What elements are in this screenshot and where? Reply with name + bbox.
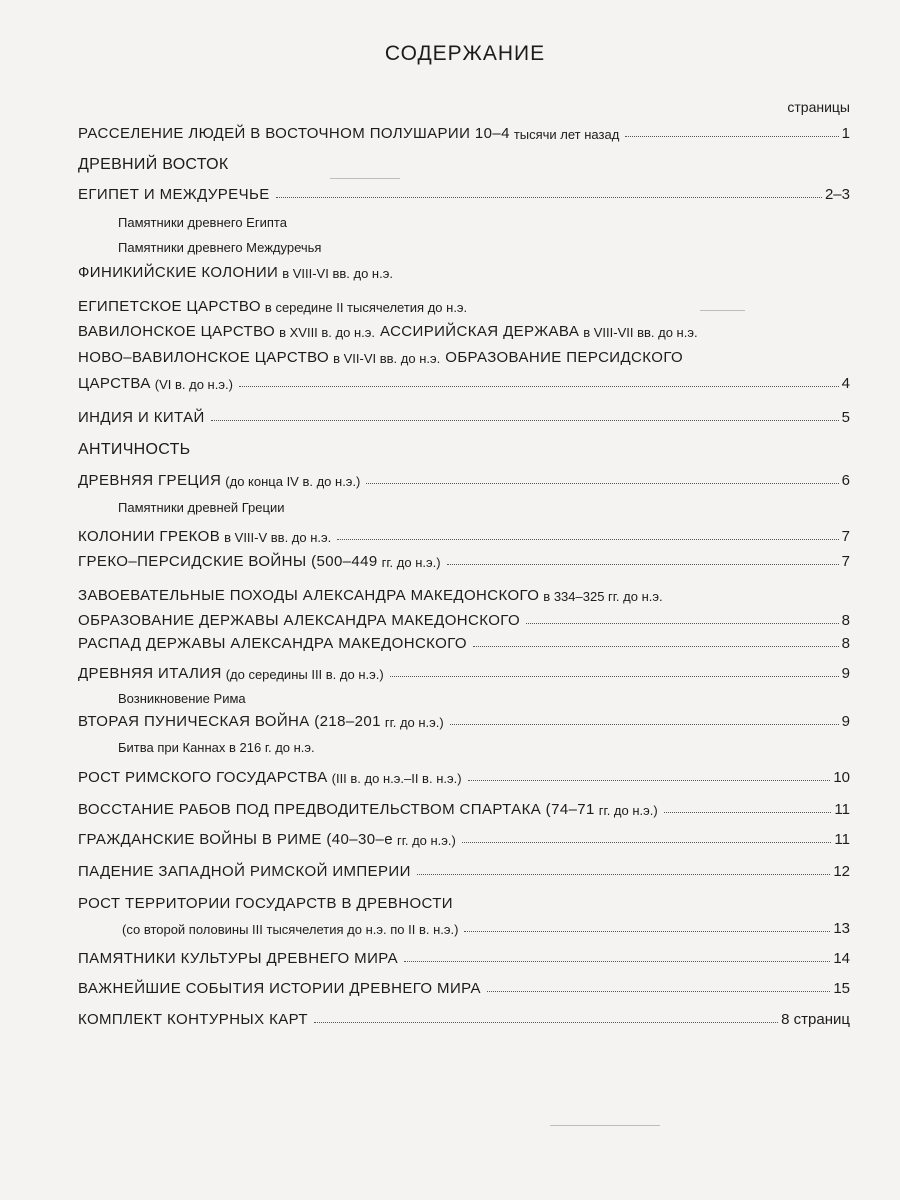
entry-title: ЦАРСТВА (78, 375, 151, 392)
toc-entry (78, 259, 850, 281)
toc-entry (78, 826, 850, 848)
entry-subitem: Памятники древнего Междуречья (118, 240, 322, 255)
toc-entry (78, 890, 850, 912)
toc-entry (118, 684, 850, 706)
page-number: 8 (841, 635, 850, 652)
entry-detail: в XVIII в. до н.э. (279, 325, 375, 340)
toc-entry (78, 293, 850, 315)
section-heading: ДРЕВНИЙ ВОСТОК (78, 156, 229, 173)
toc-entry (78, 548, 850, 570)
dot-leader (625, 136, 838, 137)
page-number: 6 (841, 472, 850, 489)
entry-detail: (VI в. до н.э.) (154, 377, 233, 392)
dot-leader (447, 564, 839, 565)
entry-title: РОСТ РИМСКОГО ГОСУДАРСТВА (78, 769, 328, 786)
entry-title: ЕГИПЕТ И МЕЖДУРЕЧЬЕ (78, 186, 270, 203)
toc-entry (118, 915, 850, 937)
dot-leader (404, 961, 830, 962)
dot-leader (314, 1022, 778, 1023)
toc-section-heading (78, 437, 850, 459)
entry-detail: гг. до н.э.) (381, 555, 441, 570)
entry-detail: в середине II тысячелетия до н.э. (264, 300, 468, 315)
page-number: 13 (833, 920, 850, 937)
toc-entry (78, 1006, 850, 1028)
toc-entry (78, 181, 850, 203)
page-number: 5 (841, 409, 850, 426)
entry-detail: тысячи лет назад (513, 127, 620, 142)
toc-entry (78, 120, 850, 142)
entry-title: ИНДИЯ И КИТАЙ (78, 409, 205, 426)
entry-title-2: АССИРИЙСКАЯ ДЕРЖАВА (380, 323, 580, 340)
entry-subitem: (со второй половины III тысячелетия до н.э. по II в. н.э.) (122, 922, 459, 937)
entry-detail: гг. до н.э.) (598, 803, 658, 818)
entry-title: КОМПЛЕКТ КОНТУРНЫХ КАРТ (78, 1011, 308, 1028)
entry-title: ЗАВОЕВАТЕЛЬНЫЕ ПОХОДЫ АЛЕКСАНДРА МАКЕДОНСКОГО (78, 587, 540, 604)
toc-entry (78, 945, 850, 967)
dot-leader (390, 676, 839, 677)
page-number: 12 (833, 863, 850, 880)
toc-entry (78, 370, 850, 392)
page-number: 8 (841, 612, 850, 629)
entry-title: РАСПАД ДЕРЖАВЫ АЛЕКСАНДРА МАКЕДОНСКОГО (78, 635, 467, 652)
toc-entry (78, 523, 850, 545)
entry-detail: в 334–325 гг. до н.э. (543, 589, 663, 604)
page-number: 11 (834, 801, 850, 818)
toc-entry (118, 493, 850, 515)
dot-leader (468, 780, 831, 781)
toc-entry (118, 733, 850, 755)
toc-entry (78, 630, 850, 652)
toc-entry (118, 233, 850, 255)
dot-leader (211, 420, 839, 421)
toc-entry (78, 764, 850, 786)
entry-title: ВОССТАНИЕ РАБОВ ПОД ПРЕДВОДИТЕЛЬСТВОМ СПАРТАКА (74–71 (78, 801, 595, 818)
dot-leader (239, 386, 839, 387)
entry-subitem: Памятники древнего Египта (118, 215, 287, 230)
entry-title: РОСТ ТЕРРИТОРИИ ГОСУДАРСТВ В ДРЕВНОСТИ (78, 895, 453, 912)
page-number: 9 (841, 665, 850, 682)
decorative-smudge (330, 178, 400, 179)
entry-detail: гг. до н.э.) (384, 715, 444, 730)
page-number: 7 (841, 528, 850, 545)
page-number: 4 (841, 375, 850, 392)
page-title: СОДЕРЖАНИЕ (384, 42, 546, 65)
page-number: 2–3 (824, 186, 850, 203)
toc-section-heading (78, 152, 850, 174)
entry-detail: в VII-VI вв. до н.э. (333, 351, 441, 366)
dot-leader (664, 812, 832, 813)
toc-entry (78, 404, 850, 426)
dot-leader (276, 197, 822, 198)
toc-entry (78, 975, 850, 997)
entry-detail: в VIII-VI вв. до н.э. (282, 266, 393, 281)
entry-title-2: ОБРАЗОВАНИЕ ПЕРСИДСКОГО (445, 349, 684, 366)
entry-title: ЕГИПЕТСКОЕ ЦАРСТВО (78, 298, 261, 315)
entry-title: ГРАЖДАНСКИЕ ВОЙНЫ В РИМЕ (40–30–е (78, 831, 393, 848)
entry-title: ГРЕКО–ПЕРСИДСКИЕ ВОЙНЫ (500–449 (78, 553, 378, 570)
toc-entry (78, 467, 850, 489)
entry-title: ДРЕВНЯЯ ИТАЛИЯ (78, 665, 222, 682)
entry-title: ОБРАЗОВАНИЕ ДЕРЖАВЫ АЛЕКСАНДРА МАКЕДОНСКОГО (78, 612, 521, 629)
dot-leader (417, 874, 831, 875)
page-number: 14 (833, 950, 850, 967)
dot-leader (337, 539, 838, 540)
toc-entry (78, 582, 850, 604)
toc-entry (78, 660, 850, 682)
entry-title: ДРЕВНЯЯ ГРЕЦИЯ (78, 472, 222, 489)
dot-leader (450, 724, 839, 725)
entry-detail: гг. до н.э.) (396, 833, 456, 848)
pages-column-label: страницы (787, 99, 850, 115)
page-number: 8 страниц (781, 1011, 850, 1028)
toc-entry (78, 607, 850, 629)
page-number: 10 (833, 769, 850, 786)
dot-leader (366, 483, 838, 484)
entry-title: ВТОРАЯ ПУНИЧЕСКАЯ ВОЙНА (218–201 (78, 713, 381, 730)
entry-detail: (до середины III в. до н.э.) (225, 667, 384, 682)
entry-title: ВАЖНЕЙШИЕ СОБЫТИЯ ИСТОРИИ ДРЕВНЕГО МИРА (78, 980, 481, 997)
entry-title: ВАВИЛОНСКОЕ ЦАРСТВО (78, 323, 276, 340)
entry-subitem: Битва при Каннах в 216 г. до н.э. (118, 740, 315, 755)
toc-entry (118, 208, 850, 230)
page-number: 1 (841, 125, 850, 142)
section-heading: АНТИЧНОСТЬ (78, 441, 191, 458)
entry-detail: (до конца IV в. до н.э.) (225, 474, 361, 489)
page-number: 7 (841, 553, 850, 570)
page-number: 15 (833, 980, 850, 997)
entry-title: ПАДЕНИЕ ЗАПАДНОЙ РИМСКОЙ ИМПЕРИИ (78, 863, 411, 880)
toc-entry (78, 796, 850, 818)
dot-leader (473, 646, 839, 647)
dot-leader (526, 623, 839, 624)
entry-title: ФИНИКИЙСКИЕ КОЛОНИИ (78, 264, 279, 281)
dot-leader (464, 931, 830, 932)
entry-detail: в VIII-V вв. до н.э. (224, 530, 332, 545)
toc-entry (78, 344, 850, 366)
entry-detail: (III в. до н.э.–II в. н.э.) (331, 771, 462, 786)
entry-title: РАССЕЛЕНИЕ ЛЮДЕЙ В ВОСТОЧНОМ ПОЛУШАРИИ 10–4 (78, 125, 510, 142)
entry-subitem: Возникновение Рима (118, 691, 246, 706)
entry-title: ПАМЯТНИКИ КУЛЬТУРЫ ДРЕВНЕГО МИРА (78, 950, 399, 967)
page-number: 9 (841, 713, 850, 730)
dot-leader (462, 842, 832, 843)
decorative-smudge (550, 1125, 660, 1126)
entry-title: НОВО–ВАВИЛОНСКОЕ ЦАРСТВО (78, 349, 330, 366)
toc-entry (78, 708, 850, 730)
dot-leader (487, 991, 830, 992)
entry-title: КОЛОНИИ ГРЕКОВ (78, 528, 221, 545)
entry-subitem: Памятники древней Греции (118, 500, 285, 515)
toc-entry (78, 318, 850, 340)
page-number: 11 (834, 831, 850, 848)
toc-entry (78, 858, 850, 880)
entry-detail-2: в VIII-VII вв. до н.э. (583, 325, 698, 340)
